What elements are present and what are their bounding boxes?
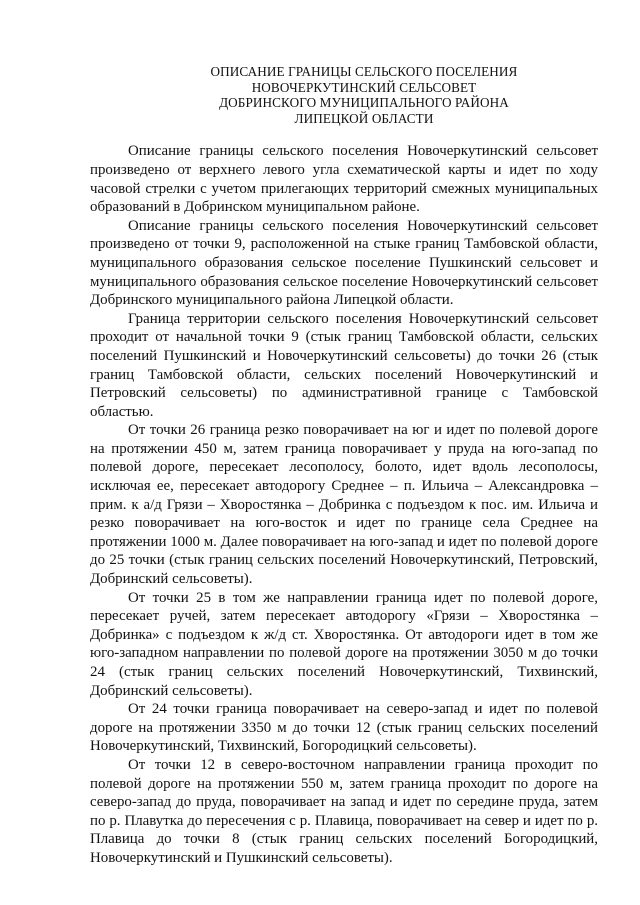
paragraph-7: От точки 12 в северо-восточном направлении граница проходит по полевой дороге на протяжении 550 м, затем граница проходит по дороге на северо-запад до пруда, поворачивает на запад и идет по середине пруда, затем по р. Плавутка до пересечения с р. Плавица, поворачивает на север и идет по р. Плавица до точки 8 (стык границ сельских поселений Богородицкий, Новочеркутинский и Пушкинский сельсоветы). (90, 756, 598, 866)
paragraph-6: От 24 точки граница поворачивает на северо-запад и идет по полевой дороге на протяжении 3350 м до точки 12 (стык границ сельских поселений Новочеркутинский, Тихвинский, Богородицкий сельсоветы). (90, 701, 598, 755)
title-line-1: ОПИСАНИЕ ГРАНИЦЫ СЕЛЬСКОГО ПОСЕЛЕНИЯ (210, 64, 518, 79)
paragraph-1: Описание границы сельского поселения Новочеркутинский сельсовет произведено от верхнего левого угла схематической карты и идет по ходу часовой стрелки с учетом прилегающих территорий смежных муниципальных образований в Добринском муниципальном районе. (90, 143, 598, 216)
title-line-4: ЛИПЕЦКОЙ ОБЛАСТИ (294, 110, 434, 126)
title-line-2: НОВОЧЕРКУТИНСКИЙ СЕЛЬСОВЕТ (251, 79, 477, 95)
paragraph-2: Описание границы сельского поселения Новочеркутинский сельсовет произведено от точки 9, расположенной на стыке границ Тамбовской области, муниципального образования сельское поселение Пушкинский сельсовет и муниципального образования сельское поселение Новочеркутинский сельсовет Добринского муниципального района Липецкой области. (90, 217, 598, 309)
paragraph-4: От точки 26 граница резко поворачивает на юг и идет по полевой дороге на протяжении 450 м, затем граница поворачивает у пруда на юго-запад по полевой дороге, пересекает лесополосу, болото, идет вдоль лесополосы, исключая ее, пересекает автодорогу Среднее – п. Ильича – Александровка – прим. к а/д Грязи – Хворостянка – Добринка с подъездом к пос. им. Ильича и резко поворачивает на юго-восток и идет по границе села Среднее на протяжении 1000 м. Далее поворачивает на юго-запад и идет по полевой дороге до 25 точки (стык границ сельских поселений Новочеркутинский, Петровский, Добринский сельсоветы). (90, 422, 598, 588)
paragraph-3: Граница территории сельского поселения Новочеркутинский сельсовет проходит от начальной точки 9 (стык границ Тамбовской области, сельских поселений Пушкинский и Новочеркутинский сельсоветы) до точки 26 (стык границ Тамбовской области, сельских поселений Новочеркутинский и Петровский сельсоветы) по административной границе с Тамбовской областью. (90, 310, 598, 420)
title-line-3: ДОБРИНСКОГО МУНИЦИПАЛЬНОГО РАЙОНА (219, 95, 509, 111)
document-title (130, 64, 598, 126)
document-page (90, 64, 598, 868)
paragraph-5: От точки 25 в том же направлении граница идет по полевой дороге, пересекает ручей, затем пересекает автодорогу «Грязи – Хворостянка – Добринка» с подъездом к ж/д ст. Хворостянка. От автодороги идет в том же юго-западном направлении по полевой дороге на протяжении 3050 м до точки 24 (стык границ сельских поселений Новочеркутинский, Тихвинский, Добринский сельсоветы). (90, 589, 598, 699)
